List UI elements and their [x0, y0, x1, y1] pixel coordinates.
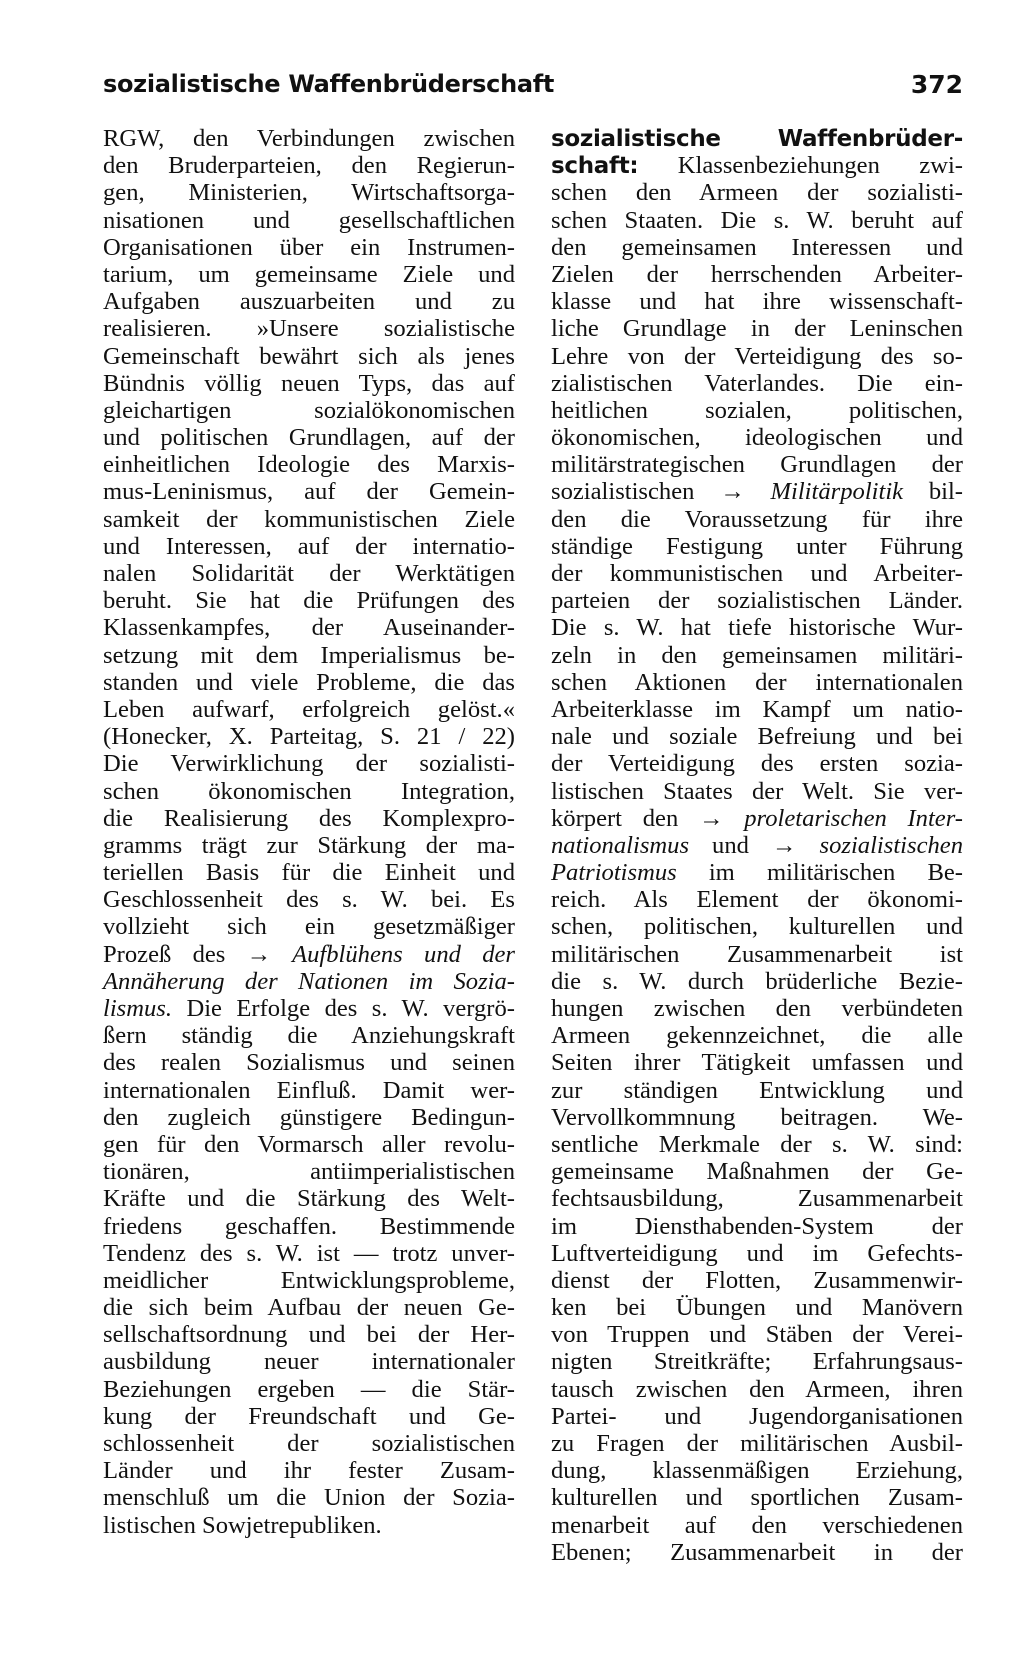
text-line: schen Staaten. Die s. W. beruht auf	[551, 206, 963, 234]
left-column-lines-b	[103, 1022, 515, 1539]
text-line: die s. W. durch brüderliche Bezie-	[551, 967, 963, 995]
text-line: des realen Sozialismus und seinen	[103, 1049, 515, 1077]
text-line: Partei- und Jugendorganisationen	[551, 1402, 963, 1430]
text-line: Patriotismus im militärischen Be-	[551, 859, 963, 887]
text-line: beruht. Sie hat die Prüfungen des	[103, 587, 515, 615]
text-line: listischen Sowjetrepubliken.	[103, 1511, 382, 1539]
text-line: gen für den Vormarsch aller revolu-	[103, 1130, 515, 1158]
cross-reference[interactable]: Patriotismus	[551, 859, 677, 887]
text-line: realisieren. »Unsere sozialistische	[103, 315, 515, 343]
text-line: tionären, antiimperialistischen	[103, 1158, 515, 1186]
text-line: ßern ständig die Anziehungskraft	[103, 1022, 515, 1050]
text-line: den zugleich günstigere Bedingun-	[103, 1103, 515, 1131]
left-column-lines-a	[103, 125, 515, 941]
page-number: 372	[910, 70, 963, 99]
text-line: militärischen Zusammenarbeit ist	[551, 940, 963, 968]
text-line: mus-Leninismus, auf der Gemein-	[103, 478, 515, 506]
text-line: sozialistischen → Militärpolitik bil-	[551, 478, 963, 506]
text-line: Länder und ihr fester Zusam-	[103, 1457, 515, 1485]
text-line: Zielen der herrschenden Arbeiter-	[551, 260, 963, 288]
text-line: Seiten ihrer Tätigkeit umfassen und	[551, 1049, 963, 1077]
text-line: Leben aufwarf, erfolgreich gelöst.«	[103, 695, 515, 723]
entry-heading: schaft:	[551, 153, 639, 180]
text-line	[103, 968, 515, 995]
text-line: zeln in den gemeinsamen militäri-	[551, 641, 963, 669]
cross-reference[interactable]: → Militärpolitik	[720, 478, 904, 506]
text-line: Geschlossenheit des s. W. bei. Es	[103, 886, 515, 914]
text-line: reich. Als Element der ökonomi-	[551, 886, 963, 914]
text-line: Gemeinschaft bewährt sich als jenes	[103, 342, 515, 370]
text-line: und politischen Grundlagen, auf der	[103, 424, 515, 452]
text-line: hungen zwischen den verbündeten	[551, 995, 963, 1022]
text-line: Luftverteidigung und im Gefechts-	[551, 1239, 963, 1267]
text-line: Vervollkommnung beitragen. We-	[551, 1103, 963, 1131]
text-line: (Honecker, X. Parteitag, S. 21 / 22)	[103, 723, 515, 751]
text-line: tarium, um gemeinsame Ziele und	[103, 260, 515, 288]
text-line: Die s. W. hat tiefe historische Wur-	[551, 614, 963, 642]
entry-heading: sozialistische Waffenbrüder-	[551, 126, 963, 152]
text-line: kung der Freundschaft und Ge-	[103, 1402, 515, 1430]
text-line: Tendenz des s. W. ist — trotz unver-	[103, 1239, 515, 1267]
running-head: sozialistische Waffenbrüderschaft	[103, 70, 555, 98]
page-header	[103, 70, 963, 110]
text-line: schen Aktionen der internationalen	[551, 668, 963, 696]
text-line: nisationen und gesellschaftlichen	[103, 206, 515, 234]
text-line: Armeen gekennzeichnet, die alle	[551, 1022, 963, 1050]
cross-reference[interactable]: nationalismus	[551, 831, 690, 859]
text-line: zialistischen Vaterlandes. Die ein-	[551, 369, 963, 397]
text-line: RGW, den Verbindungen zwischen	[103, 125, 515, 152]
text-line: nationalismus und → sozialistischen	[551, 831, 963, 859]
text-line: körpert den → proletarischen Inter-	[551, 804, 963, 832]
text-line: Beziehungen ergeben — die Stär-	[103, 1375, 515, 1403]
text-line: heitlichen sozialen, politischen,	[551, 396, 963, 424]
text-line: den gemeinsamen Interessen und	[551, 233, 963, 261]
text-line: Bündnis völlig neuen Typs, das auf	[103, 369, 515, 397]
text-line: den die Voraussetzung für ihre	[551, 505, 963, 533]
text-line: setzung mit dem Imperialismus be-	[103, 641, 515, 669]
text-line: die Realisierung des Komplexpro-	[103, 804, 515, 832]
text-line: Kräfte und die Stärkung des Welt-	[103, 1185, 515, 1213]
text-line: samkeit der kommunistischen Ziele	[103, 505, 515, 533]
entry-heading-line	[551, 125, 963, 152]
text-line: nalen Solidarität der Werktätigen	[103, 560, 515, 587]
text-line: schen ökonomischen Integration,	[103, 777, 515, 805]
text-line: und Interessen, auf der internatio-	[103, 532, 515, 560]
text-line: listischen Staates der Welt. Sie ver-	[551, 777, 963, 805]
text-line: ökonomischen, ideologischen und	[551, 424, 963, 452]
text-line: friedens geschaffen. Bestimmende	[103, 1212, 515, 1240]
cross-reference[interactable]: → sozialistischen	[771, 831, 963, 859]
text-line: der Verteidigung des ersten sozia-	[551, 750, 963, 778]
text-line: ken bei Übungen und Manövern	[551, 1294, 963, 1322]
right-column-lines-a	[551, 179, 963, 478]
text-line: dung, klassenmäßigen Erziehung,	[551, 1457, 963, 1485]
text-line: internationalen Einfluß. Damit wer-	[103, 1076, 515, 1104]
text-line: gen, Ministerien, Wirtschaftsorga-	[103, 179, 515, 207]
text-line: menschluß um die Union der Sozia-	[103, 1484, 515, 1512]
right-column	[551, 125, 963, 1566]
text-line: Arbeiterklasse im Kampf um natio-	[551, 695, 963, 723]
cross-reference[interactable]: → Aufblühens und der	[246, 940, 515, 968]
text-line: gleichartigen sozialökonomischen	[103, 396, 515, 424]
text-line: gemeinsame Maßnahmen der Ge-	[551, 1158, 963, 1186]
text-line: Lehre von der Verteidigung des so-	[551, 342, 963, 370]
text-line: schlossenheit der sozialistischen	[103, 1430, 515, 1457]
text-line: parteien der sozialistischen Länder.	[551, 587, 963, 615]
text-line: nale und soziale Befreiung und bei	[551, 723, 963, 751]
text-line: schen, politischen, kulturellen und	[551, 913, 963, 941]
text-line: Die Verwirklichung der sozialisti-	[103, 750, 515, 778]
text-line: lismus. Die Erfolge des s. W. vergrö-	[103, 995, 515, 1022]
text-line: dienst der Flotten, Zusammenwir-	[551, 1266, 963, 1294]
text-line: schaft: Klassenbeziehungen zwi-	[551, 152, 963, 180]
text-line: Klassenkampfes, der Auseinander-	[103, 614, 515, 642]
text-line: kulturellen und sportlichen Zusam-	[551, 1484, 963, 1512]
text-line: tausch zwischen den Armeen, ihren	[551, 1375, 963, 1403]
text-line: der kommunistischen und Arbeiter-	[551, 560, 963, 587]
text-line: meidlicher Entwicklungsprobleme,	[103, 1266, 515, 1294]
text-line: ausbildung neuer internationaler	[103, 1348, 515, 1376]
text-line: Prozeß des → Aufblühens und der	[103, 940, 515, 968]
text-line: standen und viele Probleme, die das	[103, 668, 515, 696]
right-column-lines-b	[551, 506, 963, 805]
text-line: ständige Festigung unter Führung	[551, 532, 963, 560]
text-line: militärstrategischen Grundlagen der	[551, 451, 963, 479]
text-line: vollzieht sich ein gesetzmäßiger	[103, 913, 515, 941]
left-column	[103, 125, 515, 1539]
text-line: Organisationen über ein Instrumen-	[103, 233, 515, 261]
text-line: einheitlichen Ideologie des Marxis-	[103, 451, 515, 479]
text-line: liche Grundlage in der Leninschen	[551, 315, 963, 343]
text-line: sellschaftsordnung und bei der Her-	[103, 1321, 515, 1349]
text-line: menarbeit auf den verschiedenen	[551, 1511, 963, 1539]
cross-reference[interactable]: Annäherung der Nationen im Sozia-	[103, 967, 515, 995]
text-line: nigten Streitkräfte; Erfahrungsaus-	[551, 1348, 963, 1376]
text-line: im Diensthabenden-System der	[551, 1212, 963, 1240]
text-line: fechtsausbildung, Zusammenarbeit	[551, 1185, 963, 1213]
text-line: sentliche Merkmale der s. W. sind:	[551, 1130, 963, 1158]
text-line: klasse und hat ihre wissenschaft-	[551, 288, 963, 316]
text-line: schen den Armeen der sozialisti-	[551, 179, 963, 207]
text-line: teriellen Basis für die Einheit und	[103, 859, 515, 887]
right-column-lines-c	[551, 886, 963, 1566]
text-line: Aufgaben auszuarbeiten und zu	[103, 288, 515, 316]
text-line: den Bruderparteien, den Regierun-	[103, 152, 515, 180]
text-line: die sich beim Aufbau der neuen Ge-	[103, 1294, 515, 1322]
cross-reference[interactable]: → proletarischen Inter-	[698, 804, 963, 832]
text-line: gramms trägt zur Stärkung der ma-	[103, 831, 515, 859]
text-line: Ebenen; Zusammenarbeit in der	[551, 1538, 963, 1566]
text-line: von Truppen und Stäben der Verei-	[551, 1321, 963, 1349]
text-line: zu Fragen der militärischen Ausbil-	[551, 1430, 963, 1457]
cross-reference[interactable]: lismus.	[103, 995, 173, 1022]
text-line: zur ständigen Entwicklung und	[551, 1076, 963, 1104]
